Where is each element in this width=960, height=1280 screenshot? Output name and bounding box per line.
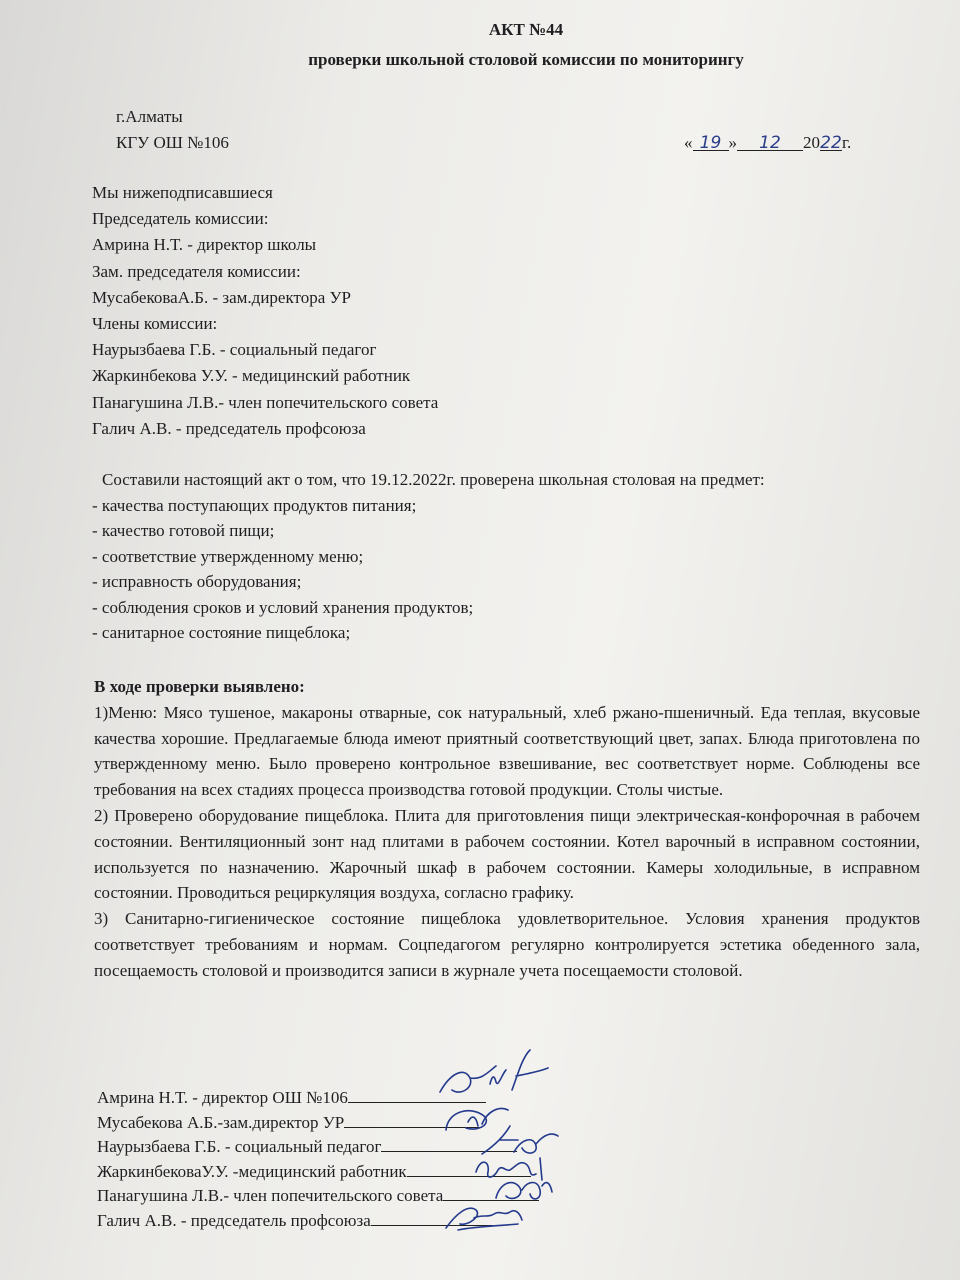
date-day: 19: [699, 133, 722, 153]
inspection-scope: [92, 467, 765, 646]
commission-line: Члены комиссии:: [92, 314, 218, 334]
signatory: Наурызбаева Г.Б. - социальный педагог: [97, 1137, 382, 1156]
act-title: АКТ №44: [488, 20, 564, 39]
signatory: ЖаркинбековаУ.У. -медицинский работник: [97, 1161, 407, 1181]
commission-line: Жаркинбекова У.У. - медицинский работник: [92, 366, 411, 386]
commission-list: [92, 180, 438, 442]
scope-item: - соответствие утвержденному меню;: [92, 546, 364, 566]
commission-line: Зам. председателя комиссии:: [92, 261, 301, 281]
signatory: Амрина Н.Т. - директор ОШ №106: [97, 1088, 348, 1107]
act-date: [684, 130, 851, 156]
scope-item: - качества поступающих продуктов питания;: [92, 495, 417, 515]
commission-line: Наурызбаева Г.Б. - социальный педагог: [92, 340, 377, 360]
handwritten-signature: [438, 1196, 528, 1241]
scope-statement: Составили настоящий акт о том, что 19.12.2022г. проверена школьная столовая на предмет:: [102, 470, 765, 489]
scope-item: - санитарное состояние пищеблока;: [92, 623, 351, 642]
date-year-suffix: 22: [820, 133, 842, 153]
commission-line: Председатель комиссии:: [92, 209, 269, 229]
date-year-prefix: 20: [803, 133, 820, 152]
finding-paragraph: 2) Проверено оборудование пищеблока. Плита для приготовления пищи электрическая-конфорочная в рабочем состоянии. Вентиляционный зонт над плитами в рабочем состоянии. Котел варочный в исправном состоянии, используется по назначению. Жарочный шкаф в рабочем состоянии. Камеры холодильные, в исправном состоянии. Проводиться рециркуляция воздуха, согласно графику.: [94, 805, 920, 903]
findings-section: [94, 674, 920, 984]
commission-line: Мы нижеподписавшиеся: [92, 183, 273, 202]
commission-line: Панагушина Л.В.- член попечительского совета: [92, 392, 439, 412]
date-year-blank: [820, 130, 842, 151]
signatory: Мусабекова А.Б.-зам.директор УР: [97, 1112, 345, 1132]
scope-item: - исправность оборудования;: [92, 572, 302, 591]
place-block: [116, 104, 229, 156]
findings-heading: В ходе проверки выявлено:: [94, 677, 305, 696]
signatory: Панагушина Л.В.- член попечительского совета: [97, 1186, 444, 1205]
city: г.Алматы: [116, 107, 183, 126]
date-year-end: г.: [842, 133, 852, 152]
date-open-quote: «: [684, 133, 693, 152]
commission-line: Галич А.В. - председатель профсоюза: [92, 418, 366, 438]
scope-item: - качество готовой пищи;: [92, 521, 275, 540]
scope-item: - соблюдения сроков и условий хранения продуктов;: [92, 597, 474, 617]
date-day-blank: [693, 130, 729, 151]
commission-line: МусабековаА.Б. - зам.директора УР: [92, 287, 351, 307]
finding-paragraph: 1)Меню: Мясо тушеное, макароны отварные, сок натуральный, хлеб ржано-пшеничный. Еда теплая, вкусовые качества хорошие. Предлагаемые блюда имеют приятный соответствующий цвет, запах. Блюда приготовлена по утвержденному меню. Было проверено контрольное взвешивание, вес соответствует норме. Соблюдены все требования на всех стадиях процесса производства готовой продукции. Столы чистые.: [94, 702, 920, 800]
school-name: КГУ ОШ №106: [116, 133, 229, 152]
finding-paragraph: 3) Санитарно-гигиеническое состояние пищеблока удовлетворительное. Условия хранения продуктов соответствует требованиям и нормам. Соцпедагогом регулярно контролируется эстетика обеденного зала, посещаемость столовой и производится записи в журнале учета посещаемости столовой.: [94, 909, 920, 980]
commission-line: Амрина Н.Т. - директор школы: [92, 235, 317, 255]
date-close-quote: »: [728, 133, 737, 152]
act-subtitle: проверки школьной столовой комиссии по мониторингу: [308, 50, 744, 69]
date-month: 12: [759, 133, 781, 153]
date-month-blank: [737, 130, 803, 151]
signatory: Галич А.В. - председатель профсоюза: [97, 1210, 371, 1230]
